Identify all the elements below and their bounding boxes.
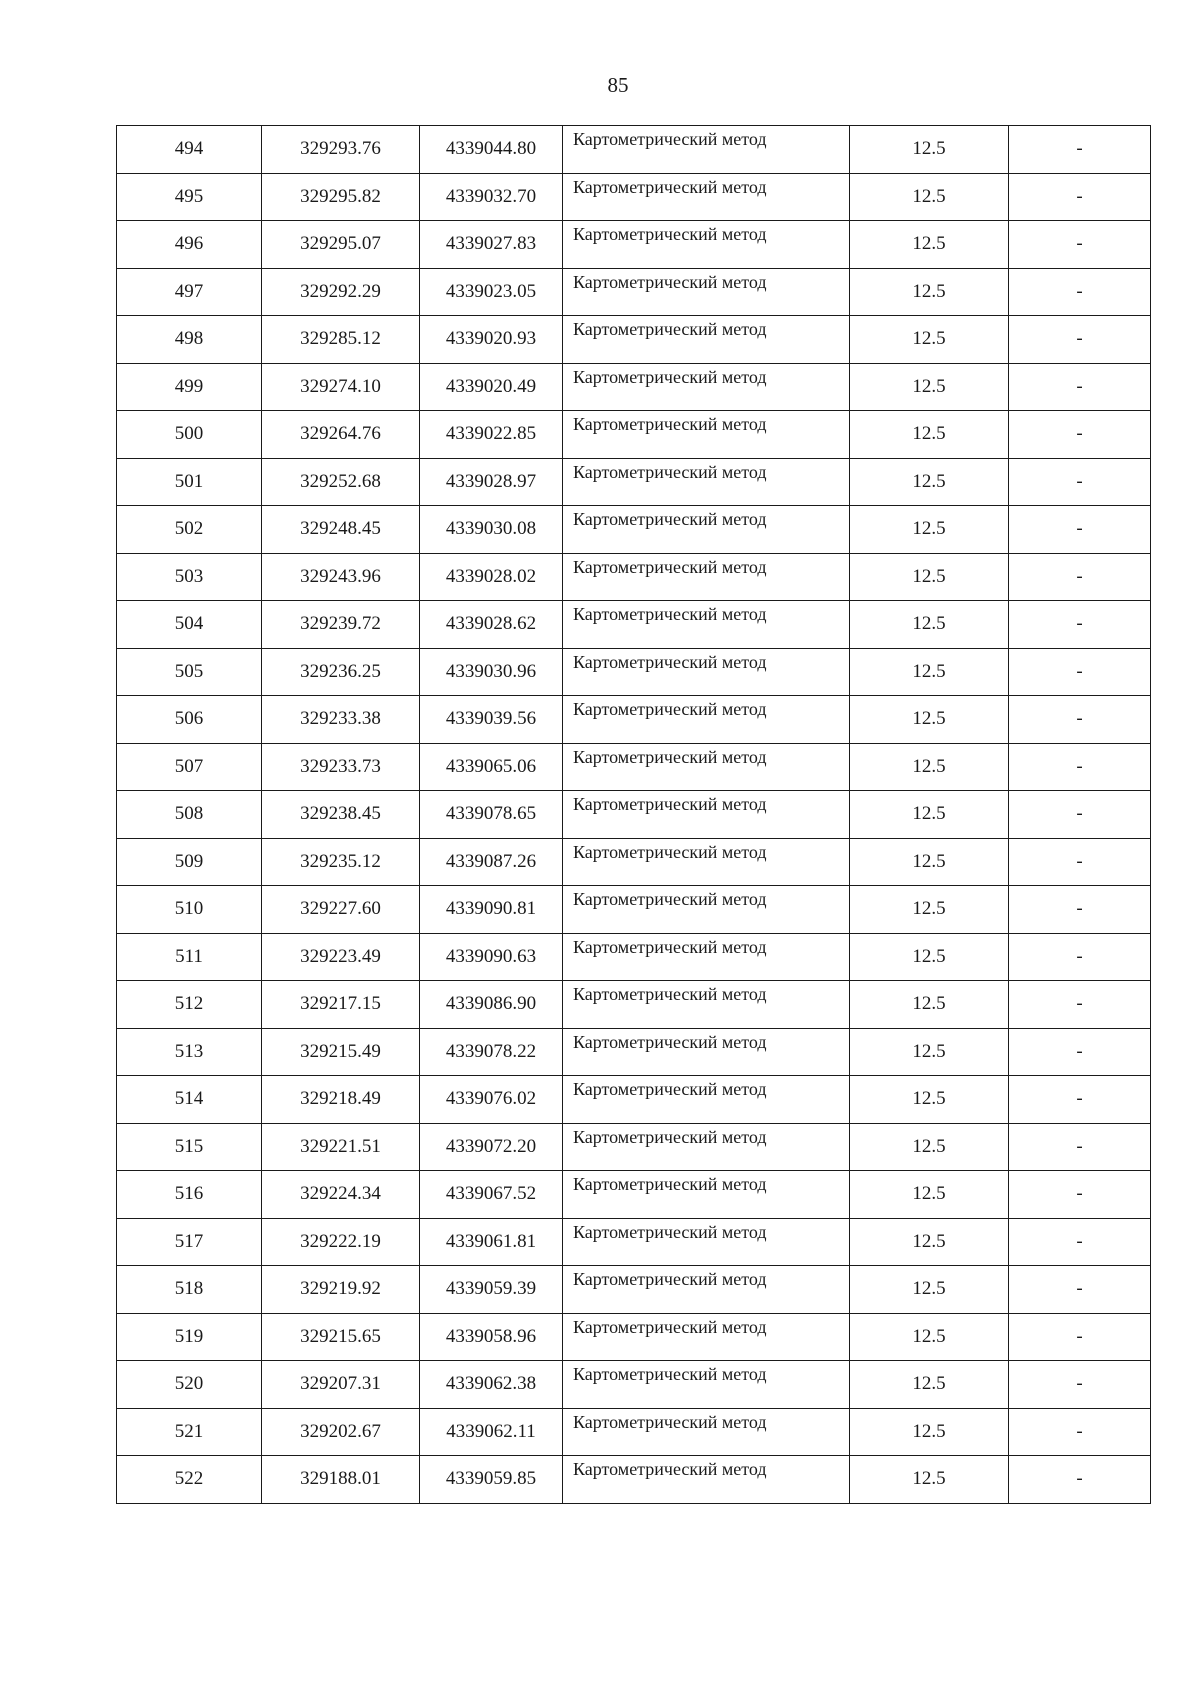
method-cell: Картометрический метод xyxy=(563,268,850,316)
accuracy-cell: 12.5 xyxy=(850,1171,1009,1219)
y-coordinate-cell: 4339062.11 xyxy=(420,1408,563,1456)
table-row xyxy=(117,1123,1151,1171)
point-number-cell: 505 xyxy=(117,648,262,696)
method-cell: Картометрический метод xyxy=(563,553,850,601)
accuracy-cell: 12.5 xyxy=(850,791,1009,839)
x-coordinate-cell: 329295.07 xyxy=(262,221,420,269)
x-coordinate-cell: 329252.68 xyxy=(262,458,420,506)
y-coordinate-cell: 4339030.96 xyxy=(420,648,563,696)
accuracy-cell: 12.5 xyxy=(850,743,1009,791)
accuracy-cell: 12.5 xyxy=(850,1218,1009,1266)
point-number-cell: 497 xyxy=(117,268,262,316)
accuracy-cell: 12.5 xyxy=(850,1028,1009,1076)
note-cell: - xyxy=(1009,1313,1151,1361)
method-cell: Картометрический метод xyxy=(563,601,850,649)
point-number-cell: 503 xyxy=(117,553,262,601)
y-coordinate-cell: 4339020.93 xyxy=(420,316,563,364)
x-coordinate-cell: 329239.72 xyxy=(262,601,420,649)
point-number-cell: 507 xyxy=(117,743,262,791)
accuracy-cell: 12.5 xyxy=(850,981,1009,1029)
table-body xyxy=(117,126,1151,1504)
table-row xyxy=(117,1218,1151,1266)
accuracy-cell: 12.5 xyxy=(850,173,1009,221)
method-cell: Картометрический метод xyxy=(563,1266,850,1314)
note-cell: - xyxy=(1009,743,1151,791)
x-coordinate-cell: 329292.29 xyxy=(262,268,420,316)
table-row xyxy=(117,743,1151,791)
point-number-cell: 498 xyxy=(117,316,262,364)
method-cell: Картометрический метод xyxy=(563,743,850,791)
point-number-cell: 496 xyxy=(117,221,262,269)
note-cell: - xyxy=(1009,1266,1151,1314)
point-number-cell: 495 xyxy=(117,173,262,221)
note-cell: - xyxy=(1009,1361,1151,1409)
accuracy-cell: 12.5 xyxy=(850,1076,1009,1124)
y-coordinate-cell: 4339059.39 xyxy=(420,1266,563,1314)
method-cell: Картометрический метод xyxy=(563,981,850,1029)
accuracy-cell: 12.5 xyxy=(850,126,1009,174)
x-coordinate-cell: 329295.82 xyxy=(262,173,420,221)
note-cell: - xyxy=(1009,1171,1151,1219)
x-coordinate-cell: 329224.34 xyxy=(262,1171,420,1219)
y-coordinate-cell: 4339027.83 xyxy=(420,221,563,269)
note-cell: - xyxy=(1009,601,1151,649)
accuracy-cell: 12.5 xyxy=(850,1408,1009,1456)
accuracy-cell: 12.5 xyxy=(850,1456,1009,1504)
y-coordinate-cell: 4339058.96 xyxy=(420,1313,563,1361)
y-coordinate-cell: 4339039.56 xyxy=(420,696,563,744)
point-number-cell: 518 xyxy=(117,1266,262,1314)
point-number-cell: 521 xyxy=(117,1408,262,1456)
point-number-cell: 501 xyxy=(117,458,262,506)
point-number-cell: 506 xyxy=(117,696,262,744)
table-row xyxy=(117,363,1151,411)
table-row xyxy=(117,1361,1151,1409)
accuracy-cell: 12.5 xyxy=(850,363,1009,411)
method-cell: Картометрический метод xyxy=(563,316,850,364)
table-row xyxy=(117,173,1151,221)
point-number-cell: 502 xyxy=(117,506,262,554)
page-number: 85 xyxy=(607,73,629,97)
accuracy-cell: 12.5 xyxy=(850,696,1009,744)
table-row xyxy=(117,648,1151,696)
method-cell: Картометрический метод xyxy=(563,506,850,554)
accuracy-cell: 12.5 xyxy=(850,933,1009,981)
note-cell: - xyxy=(1009,1218,1151,1266)
method-cell: Картометрический метод xyxy=(563,886,850,934)
table-row xyxy=(117,268,1151,316)
y-coordinate-cell: 4339067.52 xyxy=(420,1171,563,1219)
method-cell: Картометрический метод xyxy=(563,1361,850,1409)
note-cell: - xyxy=(1009,648,1151,696)
x-coordinate-cell: 329285.12 xyxy=(262,316,420,364)
accuracy-cell: 12.5 xyxy=(850,458,1009,506)
y-coordinate-cell: 4339020.49 xyxy=(420,363,563,411)
x-coordinate-cell: 329236.25 xyxy=(262,648,420,696)
accuracy-cell: 12.5 xyxy=(850,1313,1009,1361)
method-cell: Картометрический метод xyxy=(563,221,850,269)
table-row xyxy=(117,838,1151,886)
y-coordinate-cell: 4339023.05 xyxy=(420,268,563,316)
method-cell: Картометрический метод xyxy=(563,411,850,459)
x-coordinate-cell: 329274.10 xyxy=(262,363,420,411)
accuracy-cell: 12.5 xyxy=(850,886,1009,934)
table-row xyxy=(117,601,1151,649)
y-coordinate-cell: 4339076.02 xyxy=(420,1076,563,1124)
y-coordinate-cell: 4339062.38 xyxy=(420,1361,563,1409)
method-cell: Картометрический метод xyxy=(563,173,850,221)
table-row xyxy=(117,458,1151,506)
method-cell: Картометрический метод xyxy=(563,1076,850,1124)
method-cell: Картометрический метод xyxy=(563,1408,850,1456)
point-number-cell: 494 xyxy=(117,126,262,174)
y-coordinate-cell: 4339022.85 xyxy=(420,411,563,459)
point-number-cell: 499 xyxy=(117,363,262,411)
note-cell: - xyxy=(1009,458,1151,506)
point-number-cell: 504 xyxy=(117,601,262,649)
point-number-cell: 517 xyxy=(117,1218,262,1266)
accuracy-cell: 12.5 xyxy=(850,1123,1009,1171)
accuracy-cell: 12.5 xyxy=(850,411,1009,459)
method-cell: Картометрический метод xyxy=(563,363,850,411)
table-row xyxy=(117,1313,1151,1361)
y-coordinate-cell: 4339090.81 xyxy=(420,886,563,934)
point-number-cell: 520 xyxy=(117,1361,262,1409)
note-cell: - xyxy=(1009,1456,1151,1504)
x-coordinate-cell: 329243.96 xyxy=(262,553,420,601)
method-cell: Картометрический метод xyxy=(563,933,850,981)
note-cell: - xyxy=(1009,411,1151,459)
point-number-cell: 512 xyxy=(117,981,262,1029)
y-coordinate-cell: 4339078.22 xyxy=(420,1028,563,1076)
table-row xyxy=(117,553,1151,601)
x-coordinate-cell: 329235.12 xyxy=(262,838,420,886)
x-coordinate-cell: 329293.76 xyxy=(262,126,420,174)
x-coordinate-cell: 329223.49 xyxy=(262,933,420,981)
note-cell: - xyxy=(1009,316,1151,364)
accuracy-cell: 12.5 xyxy=(850,838,1009,886)
note-cell: - xyxy=(1009,553,1151,601)
table-row xyxy=(117,411,1151,459)
table-row xyxy=(117,1408,1151,1456)
table-row xyxy=(117,1456,1151,1504)
method-cell: Картометрический метод xyxy=(563,1171,850,1219)
y-coordinate-cell: 4339065.06 xyxy=(420,743,563,791)
table-row xyxy=(117,316,1151,364)
method-cell: Картометрический метод xyxy=(563,791,850,839)
method-cell: Картометрический метод xyxy=(563,126,850,174)
note-cell: - xyxy=(1009,1123,1151,1171)
note-cell: - xyxy=(1009,221,1151,269)
point-number-cell: 516 xyxy=(117,1171,262,1219)
method-cell: Картометрический метод xyxy=(563,1028,850,1076)
y-coordinate-cell: 4339028.62 xyxy=(420,601,563,649)
accuracy-cell: 12.5 xyxy=(850,553,1009,601)
y-coordinate-cell: 4339030.08 xyxy=(420,506,563,554)
note-cell: - xyxy=(1009,173,1151,221)
table-row xyxy=(117,1076,1151,1124)
table-row xyxy=(117,696,1151,744)
x-coordinate-cell: 329215.49 xyxy=(262,1028,420,1076)
note-cell: - xyxy=(1009,981,1151,1029)
table-row xyxy=(117,933,1151,981)
table-row xyxy=(117,1028,1151,1076)
accuracy-cell: 12.5 xyxy=(850,506,1009,554)
y-coordinate-cell: 4339061.81 xyxy=(420,1218,563,1266)
method-cell: Картометрический метод xyxy=(563,1123,850,1171)
table-row xyxy=(117,506,1151,554)
point-number-cell: 500 xyxy=(117,411,262,459)
point-number-cell: 510 xyxy=(117,886,262,934)
point-number-cell: 522 xyxy=(117,1456,262,1504)
x-coordinate-cell: 329264.76 xyxy=(262,411,420,459)
table-row xyxy=(117,126,1151,174)
table-row xyxy=(117,791,1151,839)
y-coordinate-cell: 4339078.65 xyxy=(420,791,563,839)
accuracy-cell: 12.5 xyxy=(850,648,1009,696)
y-coordinate-cell: 4339059.85 xyxy=(420,1456,563,1504)
x-coordinate-cell: 329202.67 xyxy=(262,1408,420,1456)
coordinates-table xyxy=(116,125,1151,1504)
point-number-cell: 519 xyxy=(117,1313,262,1361)
note-cell: - xyxy=(1009,838,1151,886)
x-coordinate-cell: 329207.31 xyxy=(262,1361,420,1409)
note-cell: - xyxy=(1009,933,1151,981)
note-cell: - xyxy=(1009,268,1151,316)
y-coordinate-cell: 4339087.26 xyxy=(420,838,563,886)
note-cell: - xyxy=(1009,886,1151,934)
point-number-cell: 514 xyxy=(117,1076,262,1124)
x-coordinate-cell: 329218.49 xyxy=(262,1076,420,1124)
table-row xyxy=(117,1266,1151,1314)
y-coordinate-cell: 4339044.80 xyxy=(420,126,563,174)
x-coordinate-cell: 329217.15 xyxy=(262,981,420,1029)
x-coordinate-cell: 329233.73 xyxy=(262,743,420,791)
accuracy-cell: 12.5 xyxy=(850,316,1009,364)
x-coordinate-cell: 329238.45 xyxy=(262,791,420,839)
accuracy-cell: 12.5 xyxy=(850,268,1009,316)
method-cell: Картометрический метод xyxy=(563,458,850,506)
x-coordinate-cell: 329248.45 xyxy=(262,506,420,554)
note-cell: - xyxy=(1009,791,1151,839)
accuracy-cell: 12.5 xyxy=(850,601,1009,649)
table-row xyxy=(117,886,1151,934)
y-coordinate-cell: 4339086.90 xyxy=(420,981,563,1029)
table-row xyxy=(117,1171,1151,1219)
y-coordinate-cell: 4339090.63 xyxy=(420,933,563,981)
method-cell: Картометрический метод xyxy=(563,1456,850,1504)
method-cell: Картометрический метод xyxy=(563,838,850,886)
y-coordinate-cell: 4339028.97 xyxy=(420,458,563,506)
y-coordinate-cell: 4339032.70 xyxy=(420,173,563,221)
x-coordinate-cell: 329219.92 xyxy=(262,1266,420,1314)
note-cell: - xyxy=(1009,1076,1151,1124)
x-coordinate-cell: 329221.51 xyxy=(262,1123,420,1171)
x-coordinate-cell: 329222.19 xyxy=(262,1218,420,1266)
x-coordinate-cell: 329233.38 xyxy=(262,696,420,744)
note-cell: - xyxy=(1009,363,1151,411)
y-coordinate-cell: 4339028.02 xyxy=(420,553,563,601)
x-coordinate-cell: 329188.01 xyxy=(262,1456,420,1504)
point-number-cell: 509 xyxy=(117,838,262,886)
note-cell: - xyxy=(1009,126,1151,174)
point-number-cell: 508 xyxy=(117,791,262,839)
x-coordinate-cell: 329215.65 xyxy=(262,1313,420,1361)
method-cell: Картометрический метод xyxy=(563,648,850,696)
note-cell: - xyxy=(1009,696,1151,744)
note-cell: - xyxy=(1009,506,1151,554)
accuracy-cell: 12.5 xyxy=(850,1266,1009,1314)
method-cell: Картометрический метод xyxy=(563,1218,850,1266)
table-row xyxy=(117,981,1151,1029)
note-cell: - xyxy=(1009,1408,1151,1456)
method-cell: Картометрический метод xyxy=(563,696,850,744)
y-coordinate-cell: 4339072.20 xyxy=(420,1123,563,1171)
point-number-cell: 511 xyxy=(117,933,262,981)
x-coordinate-cell: 329227.60 xyxy=(262,886,420,934)
method-cell: Картометрический метод xyxy=(563,1313,850,1361)
table-row xyxy=(117,221,1151,269)
accuracy-cell: 12.5 xyxy=(850,221,1009,269)
accuracy-cell: 12.5 xyxy=(850,1361,1009,1409)
point-number-cell: 513 xyxy=(117,1028,262,1076)
point-number-cell: 515 xyxy=(117,1123,262,1171)
note-cell: - xyxy=(1009,1028,1151,1076)
